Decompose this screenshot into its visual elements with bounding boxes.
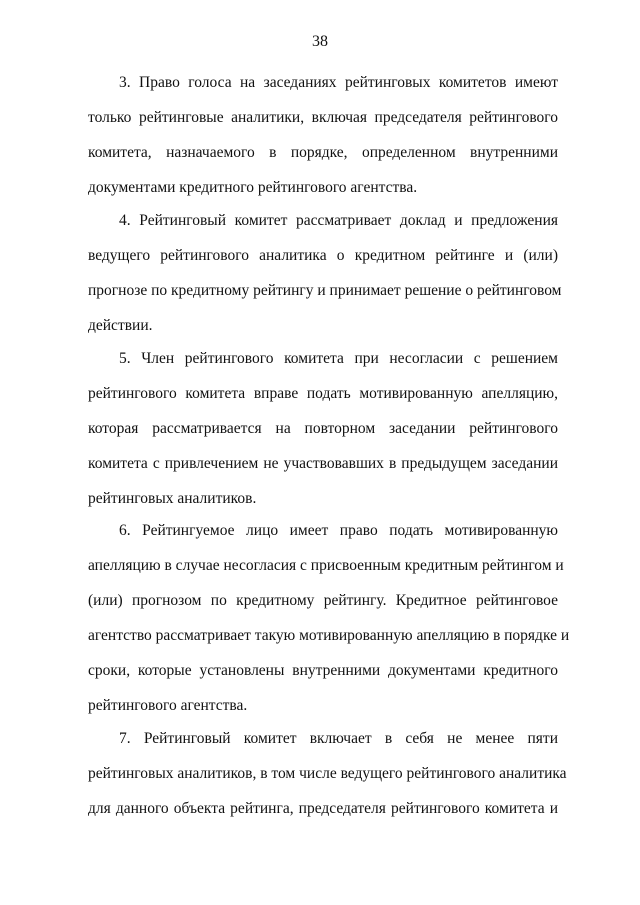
paragraph-line: 6. Рейтингуемое лицо имеет право подать мотивированную <box>119 522 558 539</box>
paragraph-line: комитета с привлечением не участвовавших в предыдущем заседании <box>88 455 558 472</box>
paragraph-line: для данного объекта рейтинга, председателя рейтингового комитета и <box>88 800 558 817</box>
paragraph-line: апелляцию в случае несогласия с присвоенным кредитным рейтингом и <box>88 557 564 574</box>
paragraph-line: рейтингового комитета вправе подать мотивированную апелляцию, <box>88 385 558 402</box>
page-number: 38 <box>312 33 328 50</box>
paragraph-line: только рейтинговые аналитики, включая председателя рейтингового <box>88 109 558 126</box>
paragraph-line: 3. Право голоса на заседаниях рейтинговых комитетов имеют <box>119 74 558 91</box>
paragraph-line: (или) прогнозом по кредитному рейтингу. Кредитное рейтинговое <box>88 592 558 609</box>
paragraph-line: рейтинговых аналитиков, в том числе ведущего рейтингового аналитика <box>88 765 567 782</box>
paragraph-line: агентство рассматривает такую мотивированную апелляцию в порядке и <box>88 627 570 644</box>
paragraph-4 <box>88 203 562 343</box>
paragraph-line: рейтинговых аналитиков. <box>88 490 257 507</box>
paragraph-line: 5. Член рейтингового комитета при несогласии с решением <box>119 350 558 367</box>
paragraph-line: ведущего рейтингового аналитика о кредитном рейтинге и (или) <box>88 247 558 264</box>
paragraph-line: сроки, которые установлены внутренними документами кредитного <box>88 662 558 679</box>
paragraph-line: документами кредитного рейтингового агентства. <box>88 179 418 196</box>
paragraph-line: которая рассматривается на повторном заседании рейтингового <box>88 420 558 437</box>
paragraph-6 <box>88 513 570 723</box>
paragraph-3 <box>88 65 558 205</box>
paragraph-line: действии. <box>88 317 153 334</box>
paragraph-line: рейтингового агентства. <box>88 697 248 714</box>
paragraph-7 <box>88 721 567 826</box>
paragraph-line: 4. Рейтинговый комитет рассматривает доклад и предложения <box>119 212 558 229</box>
paragraph-5 <box>88 341 558 516</box>
paragraph-line: прогнозе по кредитному рейтингу и принимает решение о рейтинговом <box>88 282 562 299</box>
paragraph-line: комитета, назначаемого в порядке, определенном внутренними <box>88 144 558 161</box>
paragraph-line: 7. Рейтинговый комитет включает в себя не менее пяти <box>119 730 558 747</box>
